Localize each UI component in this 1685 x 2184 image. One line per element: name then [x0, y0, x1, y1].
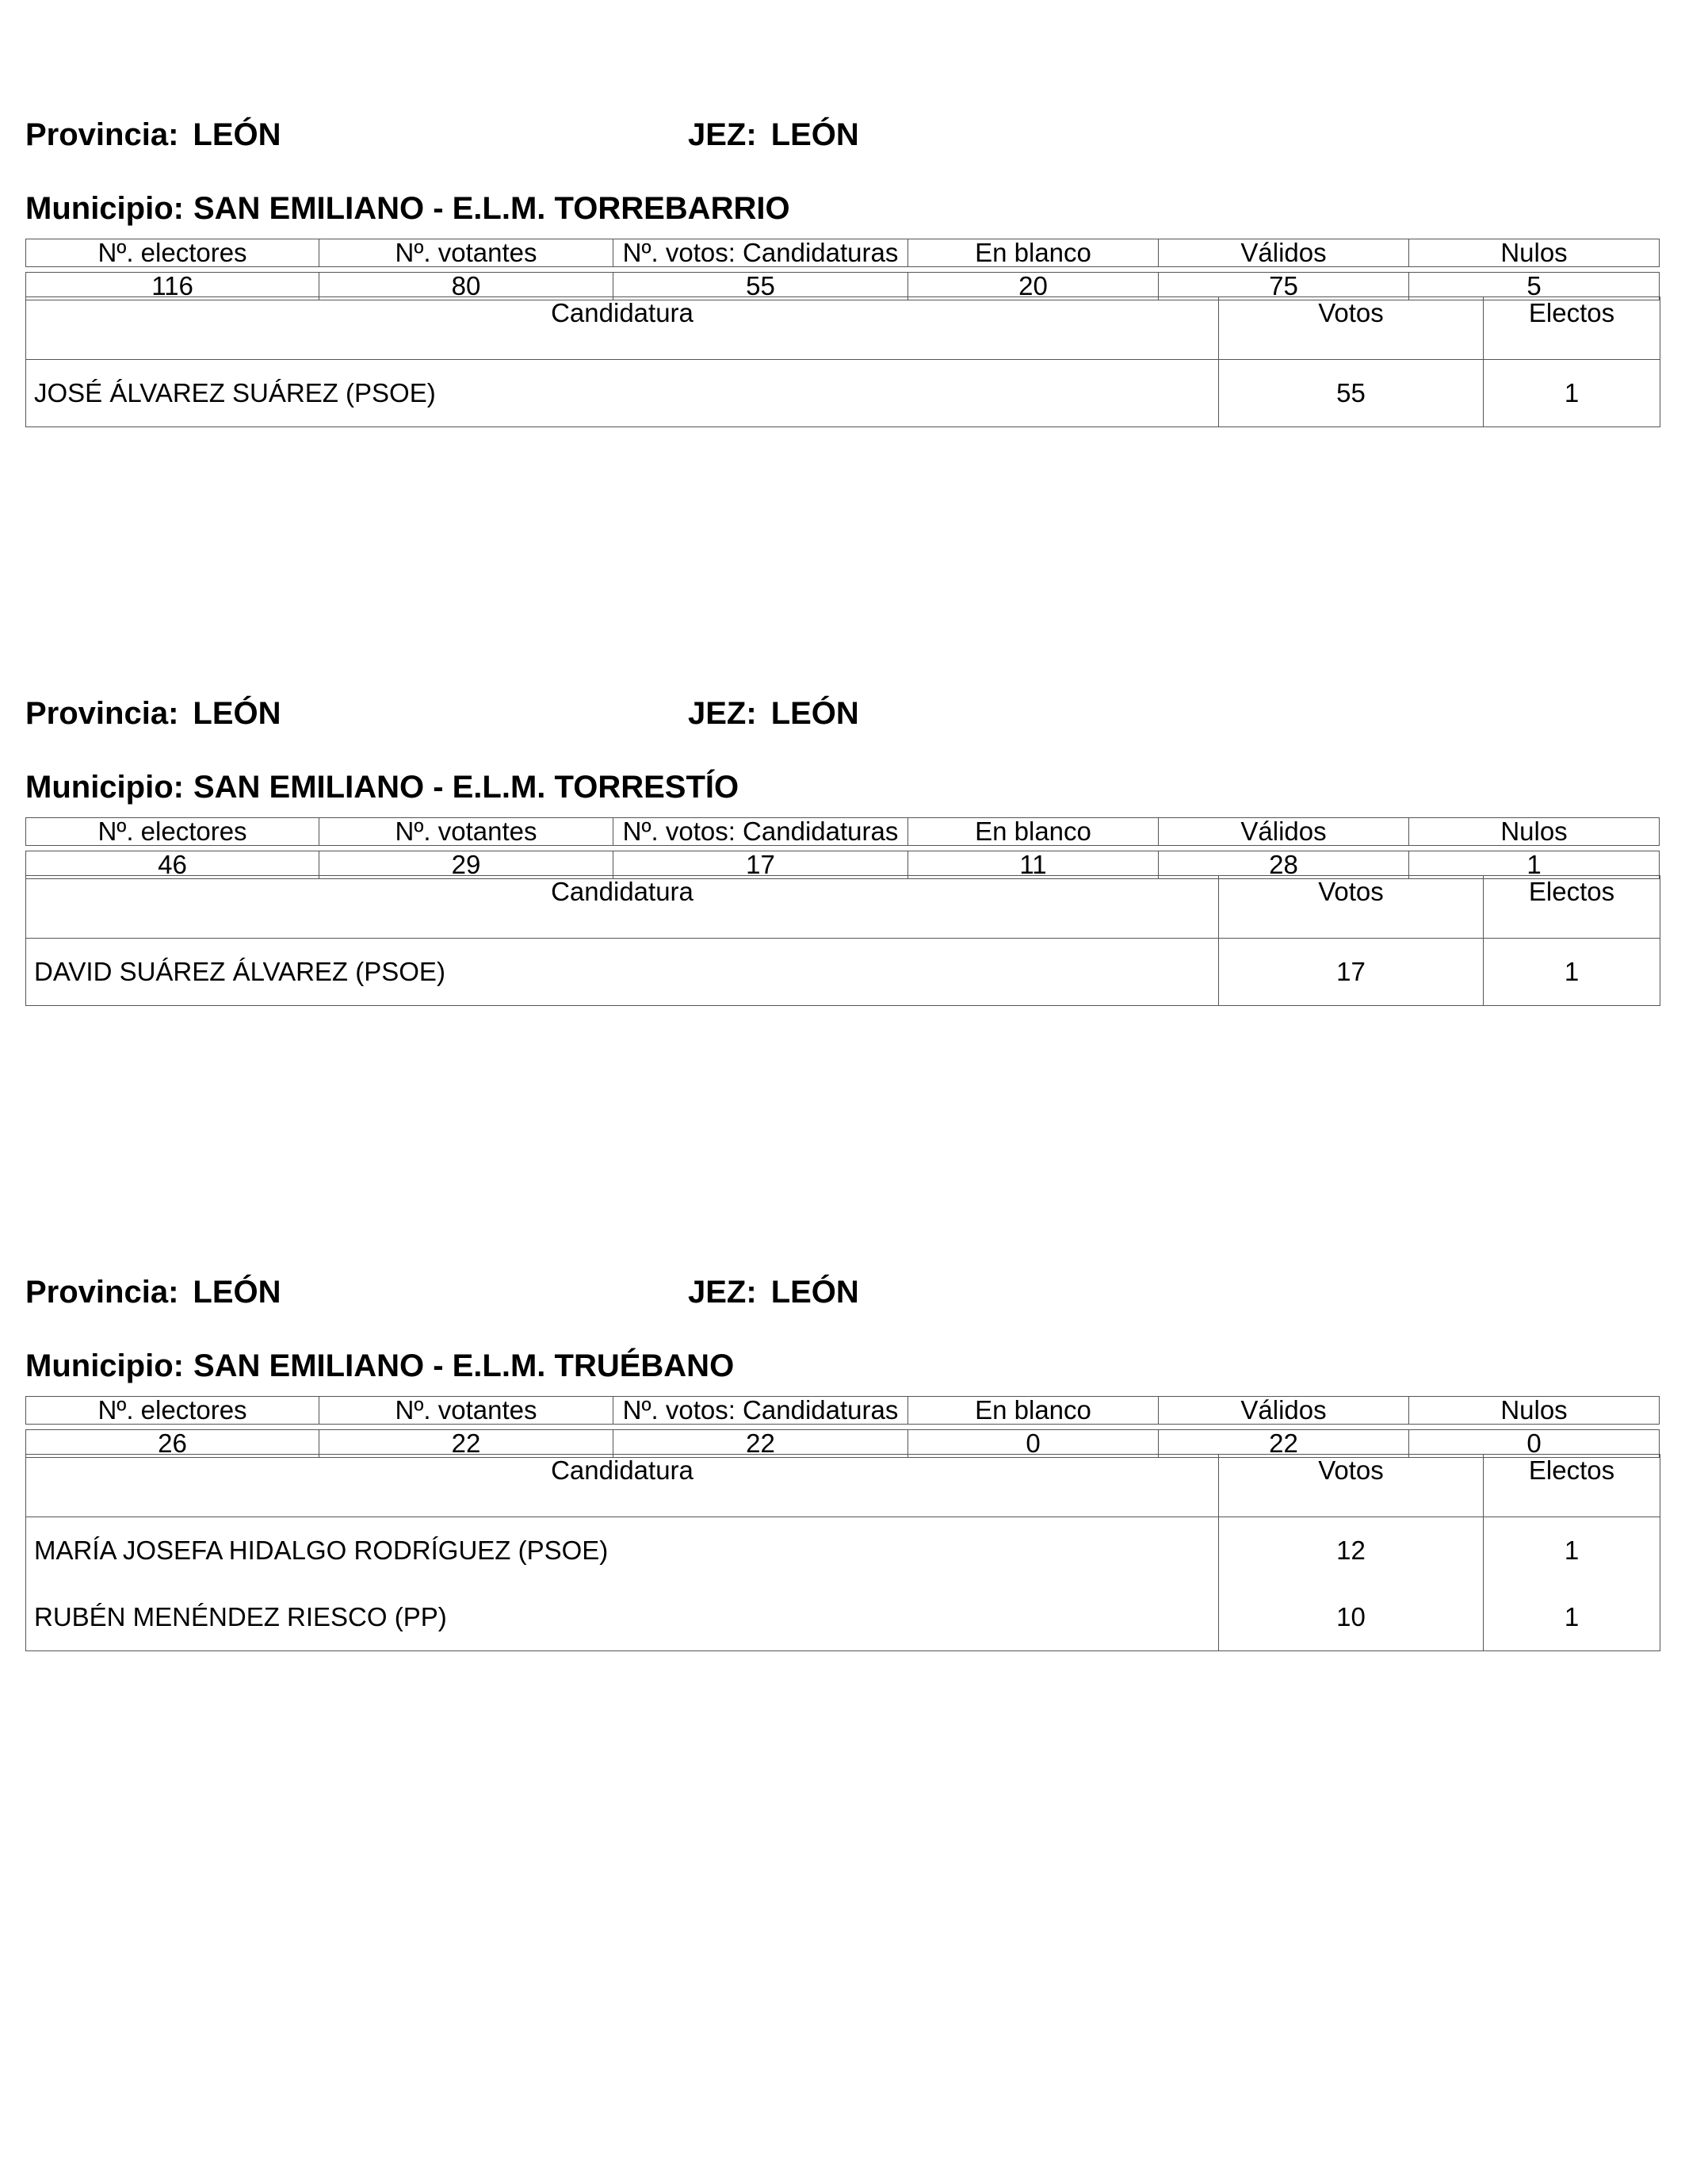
candidate-votos: 55 [1219, 360, 1484, 427]
location-row [25, 694, 1660, 733]
nulos-value: 1 [1409, 851, 1660, 879]
summary-header: Válidos [1159, 817, 1409, 846]
municipio-heading [25, 767, 739, 807]
candidatura-header: Candidatura [26, 1455, 1219, 1517]
candidate-electos: 1 [1484, 939, 1660, 1006]
jez-label: JEZ: [688, 117, 757, 152]
summary-table [25, 1391, 1660, 1463]
summary-header: Nº. electores [25, 1396, 319, 1425]
summary-header-row [25, 239, 1660, 267]
votantes-value: 29 [319, 851, 613, 879]
provincia-value: LEÓN [193, 1275, 281, 1310]
votantes-value: 22 [319, 1429, 613, 1458]
summary-header: Nº. votantes [319, 239, 613, 267]
jez-value: LEÓN [770, 1275, 859, 1310]
candidate-name: MARÍA JOSEFA HIDALGO RODRÍGUEZ (PSOE) [34, 1536, 609, 1565]
municipio-value: SAN EMILIANO - E.L.M. TORRESTÍO [193, 770, 739, 805]
summary-header-row [25, 1396, 1660, 1425]
summary-header: Nulos [1409, 1396, 1660, 1425]
candidate-row [26, 1517, 1660, 1585]
jez-field [688, 1272, 859, 1312]
provincia-label: Provincia: [25, 696, 179, 731]
candidate-electos: 1 [1484, 360, 1660, 427]
summary-header: En blanco [908, 239, 1159, 267]
jez-value: LEÓN [770, 696, 859, 731]
summary-header: Nº. votantes [319, 817, 613, 846]
summary-header: Nº. votos: Candidaturas [613, 1396, 908, 1425]
summary-table [25, 813, 1660, 884]
summary-header: Válidos [1159, 1396, 1409, 1425]
candidate-votos: 17 [1219, 939, 1484, 1006]
summary-header: En blanco [908, 817, 1159, 846]
votos-candidaturas-value: 22 [613, 1429, 908, 1458]
summary-header-row [25, 817, 1660, 846]
candidate-row [26, 939, 1660, 1006]
candidates-header-row [26, 297, 1660, 360]
candidate-electos: 1 [1484, 1517, 1660, 1585]
electos-header: Electos [1484, 1455, 1660, 1517]
candidate-votos: 12 [1219, 1517, 1484, 1585]
jez-field [688, 115, 859, 155]
municipio-value: SAN EMILIANO - E.L.M. TRUÉBANO [193, 1348, 735, 1383]
candidate-row [26, 1584, 1660, 1651]
provincia-label: Provincia: [25, 1275, 179, 1310]
summary-header: En blanco [908, 1396, 1159, 1425]
votantes-value: 80 [319, 272, 613, 300]
candidates-header-row [26, 876, 1660, 939]
votos-candidaturas-value: 55 [613, 272, 908, 300]
provincia-field [25, 115, 281, 155]
validos-value: 75 [1159, 272, 1409, 300]
jez-field [688, 694, 859, 733]
provincia-value: LEÓN [193, 696, 281, 731]
nulos-value: 0 [1409, 1429, 1660, 1458]
municipio-label: Municipio: [25, 1348, 184, 1383]
summary-header: Nulos [1409, 817, 1660, 846]
validos-value: 22 [1159, 1429, 1409, 1458]
summary-header: Válidos [1159, 239, 1409, 267]
summary-table [25, 234, 1660, 305]
municipio-heading [25, 1346, 734, 1386]
votos-header: Votos [1219, 876, 1484, 939]
candidate-electos: 1 [1484, 1584, 1660, 1651]
electores-value: 26 [25, 1429, 319, 1458]
provincia-value: LEÓN [193, 117, 281, 152]
candidate-votos: 10 [1219, 1584, 1484, 1651]
municipio-heading [25, 189, 790, 228]
electos-header: Electos [1484, 876, 1660, 939]
location-row [25, 1272, 1660, 1312]
municipio-label: Municipio: [25, 191, 184, 226]
provincia-field [25, 694, 281, 733]
candidate-name: DAVID SUÁREZ ÁLVAREZ (PSOE) [34, 957, 445, 986]
summary-header: Nº. electores [25, 239, 319, 267]
votos-candidaturas-value: 17 [613, 851, 908, 879]
en-blanco-value: 20 [908, 272, 1159, 300]
candidate-name: JOSÉ ÁLVAREZ SUÁREZ (PSOE) [34, 378, 436, 407]
candidatura-header: Candidatura [26, 297, 1219, 360]
jez-label: JEZ: [688, 696, 757, 731]
candidates-table [25, 296, 1660, 427]
jez-label: JEZ: [688, 1275, 757, 1310]
validos-value: 28 [1159, 851, 1409, 879]
summary-header: Nº. votos: Candidaturas [613, 239, 908, 267]
municipio-label: Municipio: [25, 770, 184, 805]
provincia-field [25, 1272, 281, 1312]
summary-header: Nulos [1409, 239, 1660, 267]
candidatura-header: Candidatura [26, 876, 1219, 939]
candidates-table [25, 875, 1660, 1006]
candidate-name: RUBÉN MENÉNDEZ RIESCO (PP) [34, 1602, 447, 1631]
summary-header: Nº. electores [25, 817, 319, 846]
en-blanco-value: 0 [908, 1429, 1159, 1458]
electores-value: 46 [25, 851, 319, 879]
summary-header: Nº. votantes [319, 1396, 613, 1425]
candidate-row [26, 360, 1660, 427]
municipio-value: SAN EMILIANO - E.L.M. TORREBARRIO [193, 191, 790, 226]
jez-value: LEÓN [770, 117, 859, 152]
provincia-label: Provincia: [25, 117, 179, 152]
en-blanco-value: 11 [908, 851, 1159, 879]
electos-header: Electos [1484, 297, 1660, 360]
candidates-header-row [26, 1455, 1660, 1517]
summary-header: Nº. votos: Candidaturas [613, 817, 908, 846]
electores-value: 116 [25, 272, 319, 300]
location-row [25, 115, 1660, 155]
candidates-table [25, 1454, 1660, 1651]
nulos-value: 5 [1409, 272, 1660, 300]
votos-header: Votos [1219, 1455, 1484, 1517]
votos-header: Votos [1219, 297, 1484, 360]
